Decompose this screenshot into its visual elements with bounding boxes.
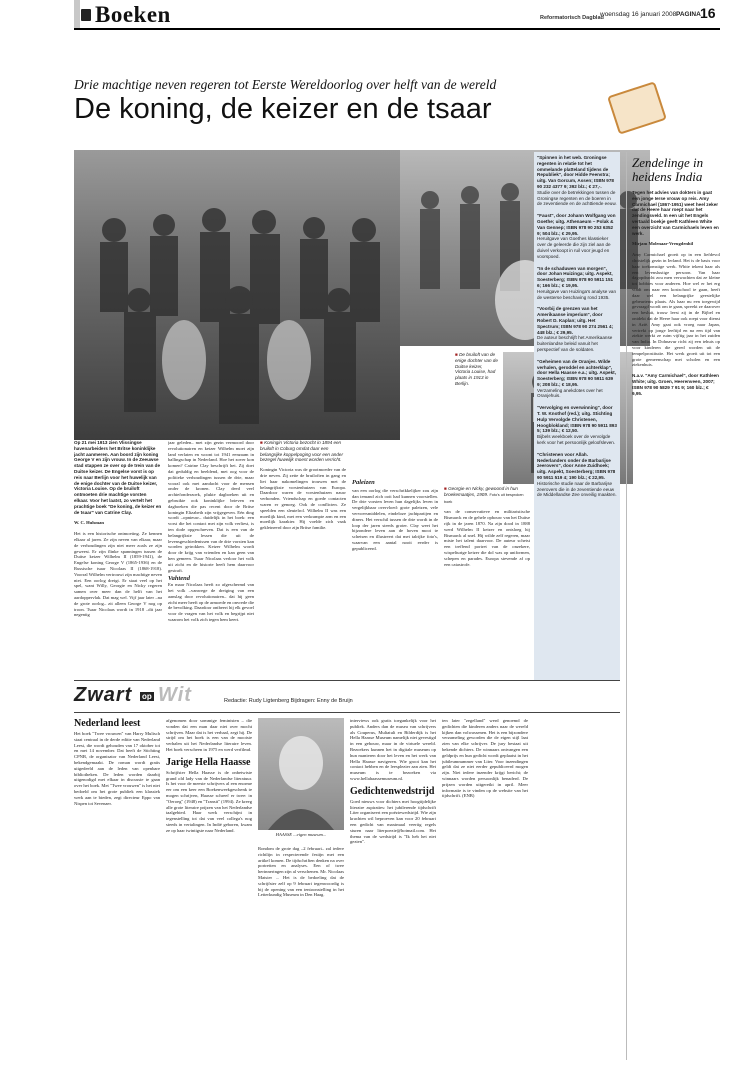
zwart-credit: Redactie: Rudy Ligtenberg Bijdragen: Enny de Bruijn: [224, 698, 353, 704]
section-title: Boeken: [95, 2, 171, 27]
sidebar-body: Amy Carmichael groeit op in een liefdevol christelijk gezin in Ierland. Het is de basis voor haar toekomstige werk. White tekent haar als een levenslustige persoon. Van haar dagopdracht zou men verwachten dat ze kleine tot hobbies voor anderen. Hoe wel er het erg vindt om naar een kostschool te gaan, heeft daar wel een belangrijke geestelijke gebeurtenis plaats. Als haar nu een toegewijd gevraagd wordt om te gaan, spreekt ze daarover een besluit, trouw leest zij in de Bijbel en ontdekt dat de Heere haar ook roept voor dienst in Azië. Amy gaat ook vroeg naar Japan, vertrekt op jonge leeftijd en na een tijd van ziekte werkt ze ruim vijftig jaar in het zuiden van India. In Dohnavur richt zij een tehuis op voor kinderen die gered worden uit de tempelprostitutie. Het werk groeit uit tot een grote gemeenschap met scholen en een ziekenhuis.: [632, 252, 720, 368]
subhead-vahtend: Vahtend: [168, 575, 191, 583]
review-title: "Geheimen van de Oranjes. Wilde verhalen, geroddel en achterklap", door Hella Haasse e.a.; uitg. Aspekt, Soesterberg; ISBN 978 90 5911 639 9; 208 blz.; € 18,95.: [537, 358, 616, 387]
review-entry: [537, 266, 617, 301]
caption-wedding: [455, 352, 499, 387]
photo-royals-group: [74, 150, 400, 440]
article-kicker: Drie machtige neven regeren tot Eerste Wereldoorlog over helft van de wereld: [74, 77, 497, 92]
reviews-column: [534, 152, 620, 680]
review-body: Heruitgave van Huizinga's analyse van de westerse beschaving rond 1935.: [537, 288, 617, 300]
header-date: woensdag 16 januari 2008: [600, 11, 677, 18]
review-entry: [537, 155, 617, 207]
stamp-graphic: [607, 81, 667, 134]
zwart-text-1: Het boek "Twee vrouwen" van Harry Mulisch staat centraal in de derde editie van Nederland Leest, die wordt gehouden van 17 oktober tot en met 14 november. Dat heeft de Stichting CPNB, de organisator van Nederland Leest, bekendgemaakt. De roman wordt gratis uitgedeeld aan de leden van openbare bibliotheken. De leden worden daarbij uitgenodigd met elkaar in discussie te gaan over het boek. Met "Twee vrouwen" is het niet bedoeld om het grote publiek een klassiek werk aan te bieden, zegt directeur Eppo van Nispen tot Sevenaer.: [74, 731, 160, 806]
section-tab: [74, 0, 80, 30]
caption-georgie: [444, 486, 530, 505]
sidebar: [632, 156, 720, 1060]
zwart-col-1: [74, 718, 160, 1060]
review-title: "Vervolging en overwinning", door T. W. Knothof (red.); uitg. Stichting Hulp Vervolgde Christenen, Hoogblokland; ISBN 978 90 5911 893 5; 139 blz.; € 12,50.: [537, 405, 617, 434]
review-title: "Christenen voor Allah. Nederlanders onder de Barbarijse zeerovers", door Anne Zuidhoek; uitg. Aspekt, Soesterberg; ISBN 978 90 5911 519 4; 190 blz.; € 22,95.: [537, 451, 616, 481]
paper-name: Reformatorisch Dagblad: [540, 15, 604, 21]
sidebar-title: Zendelinge in heidens India: [632, 156, 704, 184]
portrait-illustration: [258, 718, 344, 830]
zwart-head-gedichtenwedstrijd: Gedichtenwedstrijd: [350, 785, 435, 797]
article-byline: W. C. Hulsman: [74, 520, 104, 526]
zwart-text-4: interviews ook gratis toegankelijk voor het publiek. Anders dan de musea van schrijvers als Couperus, Multatuli en Bilderdijk is het Hella Haasse Museum namelijk niet gevestigd in een gebouw, maar in de virtuele wereld. Bezoekers kunnen het in digitale museum op hun manieren door het leven en het werk van Hella Haasse navigeren. Wie groot kan het contact hebben en de leesplezier aan zien. Het museum is te bezoeken via www.hellahaassemuseum.nl.: [350, 718, 436, 781]
zwart-text-5: Goed nieuws voor dichters met hoogtijdelijke literaire aspiraties: het jubilerende tijdschrift Liter organiseert een poëziewedstrijd. Wie zijn krachten wil beproeven kan voor 20 februari een gedicht van maximaal veertig regels sturen naar literpoezie@hotmail.com. Het thema van de wedstrijd is "Ik heb het niet gezien".: [350, 798, 436, 845]
zwart-col-5: [442, 718, 528, 1060]
caption-victoria-text: Koningin Victoria bezocht in 1894 een bruiloft in Coburg omdat daar een belangrijke koppelpoging voor een ander bezegel huwelijk moest worden verricht.: [260, 440, 344, 463]
zwart-title-1: Zwart: [74, 684, 133, 706]
page-number: 16: [700, 5, 716, 21]
section-icon: [81, 9, 91, 21]
zwart-col-3: [258, 718, 344, 1060]
photo-group-illustration: [74, 150, 400, 440]
zwart-title-2: op: [142, 692, 152, 701]
haasse-caption: HAASSE ...eigen museum...: [275, 832, 327, 837]
article-title: De koning, de keizer en de tsaar: [74, 93, 492, 125]
review-title: "Voorbij de grenzen van het Amerikaanse imperium", door Robert D. Kaplan; uitg. Het Spectrum; ISBN 978 90 274 2561 4; 448 blz.; € 29,95.: [537, 306, 614, 335]
review-title: "In de schaduwen van morgen", door Johan Huizinga; uitg. Aspekt, Soesterberg; ISBN 978 90 5911 151 6; 166 blz.; € 19,95.: [537, 265, 614, 288]
reviews-list: [537, 155, 617, 498]
review-body: Bijbels weekboek over de vervolgde kerk voor het persoonlijk geloofsleven.: [537, 434, 616, 446]
zwart-head-hella-haasse: Jarige Hella Haasse: [166, 756, 251, 768]
sidebar-intro: Tegen het advies van dokters in gaat een jonge Ierse vrouw op reis. Amy Carmichael (1867-1951) weet heel zeker dat de Heere haar roept naar het zendingsveld. In een uit het Engels vertaald boekje geeft Kathleen White een overzicht van Carmichaels leven en werk.: [632, 190, 719, 236]
page-header: [0, 0, 738, 30]
zwart-header: [74, 684, 620, 712]
zwart-head-nederland-leest: Nederland leest: [74, 718, 141, 729]
photo-credit: Foto's uit besproken boek: [444, 492, 524, 504]
article-col2b-text: En maar Nicolaas heeft zo afgeschermd van het volk –vanwege de dreiging van een aanslag door revolutionairen– dat hij geen zicht meer heeft op de armoede en onvrede die de bevolking. Daardoor ontbeert hij elk gevoel voor de vragen van het volk en begrijpt niet waarom het volk zich tegen hem keert.: [168, 582, 254, 622]
caption-bullet-icon: ■: [455, 352, 460, 357]
review-entry: [537, 359, 617, 400]
header-rule: [74, 28, 720, 30]
article-col1-text: Het is een historische ontmoeting. Ze kennen elkaar al jaren. Ze zijn neven van elkaar, maar de verhoudingen zijn niet meer zoals ze zijn geweest. Er zijn flinke spanningen tussen de Duitse keizer Wilhelm II (1859-1941), de Engelse koning George V (1865-1936) en de Russische tsaar Nicolaas II (1868-1918). Voorral Wilhelm vertrouwt zijn machtige neven niet. Een oorlog dreigt. Er staat veel op het spel, want Willy, Georgie en Nicky regeren samen over meer dan de helft van het aardoppervlak. Dat mag wel. Vijf jaar later –na de grote oorlog– zit alleen George V nog op troon. Tsaar Nicolaas wordt in 1918 –dit jaar negentig: [74, 531, 162, 618]
page-label: PAGINA: [676, 11, 701, 18]
caption-bullet-icon: ■: [444, 486, 449, 491]
article-col3-text: Koningin Victoria was de grootmoeder van de drie neven. Zij zette de bruiloften in gang en liet haar nakomelingen trouwen met de belangrijkste vorstenhuizen van Europa. Daardoor waren de vorstenhuizen nauw verbonden. Vriendschap en goede contacten waren er genoeg. Ook de conflicten. Ze speelden een sleutelrol. Wilhelm II was een moeilijk kind, met een verkrampte arm en een moeilijk karakter. Hij voelde zich vaak gekleineerd door zijn Britse familie.: [260, 467, 346, 531]
zwart-text-3: Rondom de grote dag –2 februari– zal iedere richtlijn in respecterende festijn met een artikel komen. De tijdschriften denken na over portretten en analyses. Een of twee herinneringen zijn al verschenen. Mr. Nicolaas Matsier ... Het is de bedoeling dat de schrijfster zelf op 9 februari tegenwoordig is bij de opening van een tentoonstelling in het Letterkundig Museum in Den Haag.: [258, 846, 344, 898]
review-entry: [537, 452, 617, 498]
review-entry: [537, 405, 617, 446]
sidebar-source-note: N.a.v. "Amy Carmichael", door Kathleen White; uitg. Groen, Heerenveen, 2007; ISBN 978 90 5829 7 91 9; 160 blz.; € 9,95.: [632, 373, 719, 396]
zwart-header-rule: [74, 712, 620, 713]
review-body: Historische studie naar de Barbarijse zeerovers die in de zeventiende eeuw de Middellandse Zee onveilig maakten.: [537, 480, 617, 498]
caption-bullet-icon: ■: [260, 440, 265, 445]
caption-victoria: [260, 440, 346, 463]
photo1-caption: Op 21 mei 1913 zien Vlissingse havenarbeiders het Britse koninklijke jacht aanmeren. Aan boord zijn koning George V en zijn vrouw. In de Zeeuwse stad stappen ze over op de trein van de Duitse keizer. De Engelse vorst is op reis naar Berlijn voor het huwelijk van de enige dochter van de Duitse keizer, Victoria Louise. Op de bruiloft ontmoeten drie machtige vorsten elkaar. Voor het laatst, zo vertelt het prachtige boek "De koning, de keizer en de tsaar" van Catrine Clay.: [74, 440, 162, 515]
review-body: Heruitgave van Goethes klassieker over de geleerde die zijn ziel aan de duivel verkoopt in ruil voor jeugd en voorspoed.: [537, 236, 611, 259]
photo-hella-haasse: [258, 718, 344, 830]
review-entry: [537, 213, 617, 259]
review-title: "Faust", door Johann Wolfgang von Goethe; uitg. Athenaeum – Polak & Van Gennep; ISBN 978 90 253 6352 9; 504 blz.; € 29,95.: [537, 213, 616, 236]
article-col5-text: van de conservatieve en militaristische Bismarck en de gehele opbouw van het Duitse rijk in de jaren 1870. Na zijn dood in 1888 werd Wilhelm II keizer en ontsloeg hij Bismarck al snel. Hij wilde zelf regeren, maar miste het talent daarvoor. De auteur schetst een treffend portret van de onzekere, wispelturige keizer die dol was op uniformen, schepen en parades. Europa stevende af op een catastrofe.: [444, 509, 530, 567]
caption-wedding-text: De bruiloft van de enige dochter van de Duitse keizer, Victoria Louise, had plaats in 1913 in Berlijn.: [455, 352, 498, 386]
article-col2-text: jaar geleden– met zijn gezin vermoord door revolutionairen en keizer Wilhelm moet zijn land verlaten en woont tot 1941 eenzaam in ballingschap in Nederland. Hoe het zover kon komen? Catrine Clay beschrijft het. Zij doet dat geduldig en beeldend, met oog voor de politieke verhoudingen tussen de drie, maar vooral ook met aandacht voor de mensen onder de kronen. Clay deed veel archiefonderzoek, plukte dagboeken uit en gebruikte ook koninklijke brieven en dagboeken die pas recent door de Britse koningin Elizabeth zijn vrijgegeven. Eén ding wordt –opnieuw– duidelijk in het boek: een vorst die het contact met zijn volk verliest, is ten dode opgeschreven. Dat is een van de belangrijkste lessen die uit de levensgeschiedenissen van de drie vorsten kan worden getrokken. Keizer Wilhelm wordt door de krijg van vrienden en kan geen van hen gemeen. Tsaar Nicolaas verloor het volk uit zicht en de historie heeft hem daarvoor gestraft.: [168, 440, 254, 573]
article-col4-text: van een oorlog die verschrikkelijker zou zijn dan iemand zich ooit had kunnen voorstellen. De drie vorsten leven hun dagelijks leven in vergelijkbaar overvloed: grote paleizen, vele vervoersmiddelen, eindeloze jachtpartijen en diners. Het verschil tussen de drie wordt in de loop der jaren steeds groter. Clay weet het bijzondere leven aan de hoven mooi te schetsen en illustreert dat met talrijke foto's, waarvan een aantal nooit eerder is gepubliceerd.: [352, 487, 438, 551]
article-col-2: [168, 440, 254, 676]
zwart-text-6: ten later "zegelland" werd genoemd de gedichten die kinderen anders naar de wereld kijken dan volwassenen. Het is een bijzondere verzameling geworden die de eigen stijl laat zien van elke schrijver. De jury bestaat uit bekende dichters. De winnaars ontvangen een geldprijs en hun gedicht wordt geplaatst in het jubileumnummer van Liter. Voor inzendingen geldt dat ze niet eerder gepubliceerd mogen zijn. Niet iedere inzender krijgt bericht; de winnaars worden persoonlijk benaderd. De prijzen worden uitgereikt in april. Meer informatie is te vinden op de website van het tijdschrift. (ENB): [442, 718, 528, 799]
article-col-4: [352, 440, 438, 676]
zwart-text-2: Schrijfster Hella Haasse is de onbetwiste grand old lady van de Nederlandse literatuur. Is het voor de meeste schrijvers al een enorme eer om een keer een Boekenweekgeschenk te mogen schrijven, Haasse schreef er twee: in "Oeroeg" (1948) en "Transit" (1994). Ze kreeg alle grote literaire prijzen van het Nederlandse taalgebied. Haar werk verschijnt in tegenstelling tot dat van veel collega's nog steeds in vertalingen. In Indië geboren, kwam ze op haar twintigste naar Nederland.: [166, 769, 252, 833]
review-body: Verzameling anekdotes over het Oranjehuis.: [537, 387, 603, 399]
sidebar-rule: [626, 152, 627, 1060]
article-col-1: [74, 440, 162, 676]
caption-georgie-text: Georgie en Nicky, gewoond in hun broekemaatjes, 1909.: [444, 486, 518, 497]
sidebar-byline: Mirjam Molenaar-Vreugdenhil: [632, 241, 694, 247]
zwart-title-3: Wit: [158, 684, 192, 706]
subhead-paleizen: Paleizen: [352, 479, 375, 486]
review-body: Studie over de betrekkingen tussen de Groningse regenten en de boeren in de zeventiende en de achttiende eeuw.: [537, 189, 617, 207]
zwart-top-rule: [74, 680, 620, 681]
zwart-col-2: [166, 718, 252, 1060]
zwart-text-1b: afgenomen door sommige feministen – die vonden dat een man daar niet over mocht schrijven. Maar dat is het verhaal, zegt hij. De strijd om het boek is een van de mooiste verhalen uit het Nederlandse literaire leven. Het boek verscheen in 1975 en werd verfilmd.: [166, 718, 252, 752]
review-title: "Spinnen in het web. Groningse regenten in relatie tot het ommelande platteland tijdens de Republiek", door Hidde Feenstra; uitg. Van Gorcum, Assen; ISBN 978 90 232 4377 9; 392 blz.; € 27,-.: [537, 155, 614, 189]
zwart-col-4: [350, 718, 436, 1060]
review-entry: [537, 306, 617, 352]
article-col-3: [260, 440, 346, 676]
review-body: De auteur beschrijft het Amerikaanse buitenlandse beleid vanuit het perspectief van de soldaten.: [537, 335, 613, 352]
article-col-5: [444, 486, 530, 676]
